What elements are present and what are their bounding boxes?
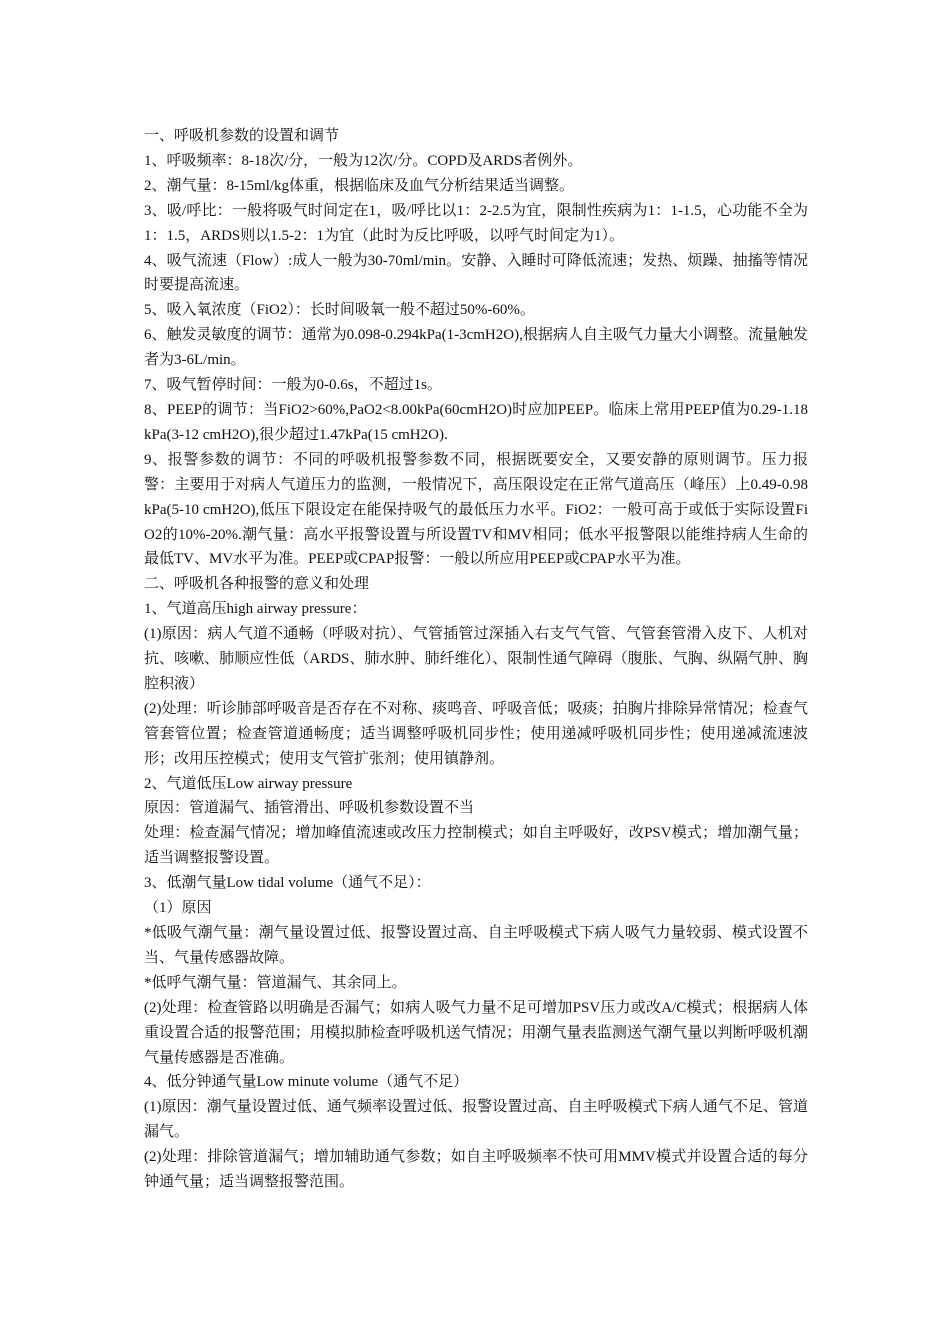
- document-body: [144, 124, 808, 1195]
- paragraph-inspiratory-pause: 7、吸气暂停时间：一般为0-0.6s，不超过1s。: [144, 377, 442, 394]
- subheading-low-airway-pressure: 2、气道低压Low airway pressure: [144, 775, 353, 792]
- paragraph-flow-rate: 4、吸气流速（Flow）:成人一般为30-70ml/min。安静、入睡时可降低流速；发热、烦躁、抽搐等情况时要提高流速。: [144, 252, 808, 294]
- paragraph-fio2: 5、吸入氧浓度（FiO2）：长时间吸氧一般不超过50%-60%。: [144, 302, 535, 319]
- paragraph-low-minute-causes: (1)原因：潮气量设置过低、通气频率设置过低、报警设置过高、自主呼吸模式下病人通气不足、管道漏气。: [144, 1099, 808, 1141]
- paragraph-respiratory-rate: 1、呼吸频率：8-18次/分，一般为12次/分。COPD及ARDS者例外。: [144, 152, 583, 169]
- subheading-low-minute-volume: 4、低分钟通气量Low minute volume（通气不足）: [144, 1074, 469, 1091]
- paragraph-high-pressure-causes: (1)原因：病人气道不通畅（呼吸对抗）、气管插管过深插入右支气气管、气管套管滑入皮下、人机对抗、咳嗽、肺顺应性低（ARDS、肺水肿、肺纤维化）、限制性通气障碍（腹胀、气胸、纵隔气肿、胸腔积液）: [144, 626, 808, 692]
- paragraph-high-pressure-handling: (2)处理：听诊肺部呼吸音是否存在不对称、痰鸣音、呼吸音低；吸痰；拍胸片排除异常情况；检查气管套管位置；检查管道通畅度；适当调整呼吸机同步性；使用递减呼吸机同步性；使用递减流速波形；改用压控模式；使用支气管扩张剂；使用镇静剂。: [144, 700, 808, 767]
- paragraph-low-expiratory-tidal: *低呼气潮气量：管道漏气、其余同上。: [144, 974, 407, 991]
- paragraph-low-pressure-causes: 原因：管道漏气、插管滑出、呼吸机参数设置不当: [144, 800, 475, 817]
- paragraph-trigger-sensitivity: 6、触发灵敏度的调节：通常为0.098-0.294kPa(1-3cmH2O),根据病人自主吸气力量大小调整。流量触发者为3-6L/min。: [144, 327, 808, 369]
- paragraph-low-tidal-causes-label: （1）原因: [144, 900, 212, 917]
- paragraph-low-pressure-handling: 处理：检查漏气情况；增加峰值流速或改压力控制模式；如自主呼吸好，改PSV模式；增加潮气量；适当调整报警设置。: [144, 825, 808, 867]
- section-heading-parameter-settings: 一、呼吸机参数的设置和调节: [144, 128, 340, 144]
- section-heading-alarms: 二、呼吸机各种报警的意义和处理: [144, 576, 370, 593]
- paragraph-tidal-volume: 2、潮气量：8-15ml/kg体重，根据临床及血气分析结果适当调整。: [144, 177, 575, 194]
- paragraph-low-minute-handling: (2)处理：排除管道漏气；增加辅助通气参数；如自主呼吸频率不快可用MMV模式并设置合适的每分钟通气量；适当调整报警范围。: [144, 1149, 808, 1191]
- paragraph-alarm-parameters: 9、报警参数的调节：不同的呼吸机报警参数不同，根据既要安全，又要安静的原则调节。压力报警：主要用于对病人气道压力的监测，一般情况下，高压限设定在正常气道高压（峰压）上0.49-0.98 kPa(5-10 cmH2O),低压下限设定在能保持吸气的最低压力水平。FiO2：一般可高于或低于实际设置FiO2的10%-20%.潮气量：高水平报警设置与所设置TV和MV相同；低水平报警限以能维持病人生命的最低TV、MV水平为准。PEEP或CPAP报警：一般以所应用PEEP或CPAP水平为准。: [144, 451, 808, 568]
- subheading-low-tidal-volume: 3、低潮气量Low tidal volume（通气不足）：: [144, 875, 431, 892]
- paragraph-ie-ratio: 3、吸/呼比：一般将吸气时间定在1，吸/呼比以1：2-2.5为宜，限制性疾病为1：1-1.5，心功能不全为1：1.5，ARDS则以1.5-2：1为宜（此时为反比呼吸，以呼气时间定为1）。: [144, 202, 808, 244]
- paragraph-low-inspiratory-tidal: *低吸气潮气量：潮气量设置过低、报警设置过高、自主呼吸模式下病人吸气力量较弱、模式设置不当、气量传感器故障。: [144, 925, 808, 966]
- subheading-high-airway-pressure: 1、气道高压high airway pressure：: [144, 601, 367, 618]
- paragraph-peep: 8、PEEP的调节：当FiO2>60%,PaO2<8.00kPa(60cmH2O)时应加PEEP。临床上常用PEEP值为0.29-1.18kPa(3-12 cmH2O),很少超过1.47kPa(15 cmH2O).: [144, 401, 808, 443]
- paragraph-low-tidal-handling: (2)处理：检查管路以明确是否漏气；如病人吸气力量不足可增加PSV压力或改A/C模式；根据病人体重设置合适的报警范围；用模拟肺检查呼吸机送气情况；用潮气量表监测送气潮气量以判断呼吸机潮气量传感器是否准确。: [144, 999, 808, 1066]
